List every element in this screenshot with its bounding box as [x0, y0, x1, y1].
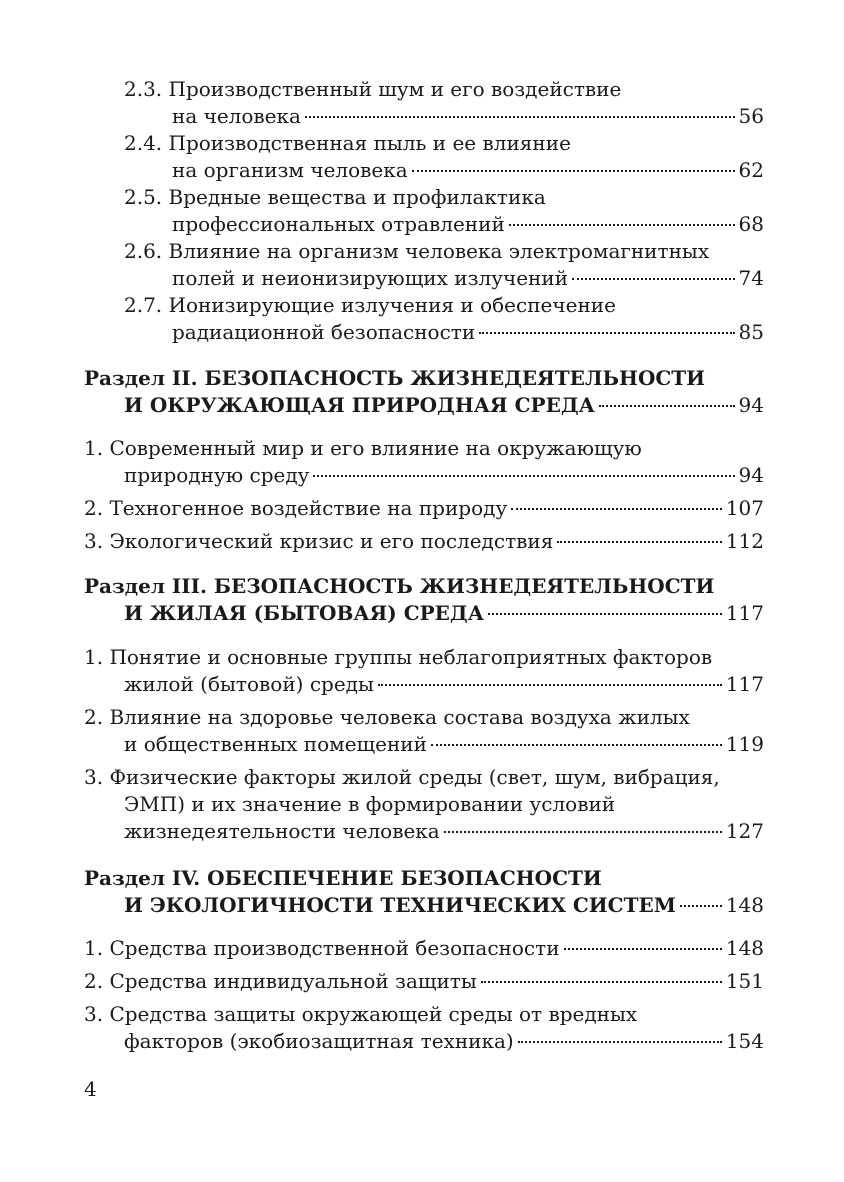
- dot-leader: [680, 905, 722, 907]
- section-3-entry-1-line1: [84, 644, 764, 670]
- toc-entry-text: 2. Средства индивидуальной защиты: [84, 969, 477, 993]
- toc-entry-text: факторов (экобиозащитная техника): [124, 1029, 514, 1053]
- toc-page-number: 117: [725, 601, 764, 625]
- toc-page-number: 94: [738, 463, 764, 487]
- section-heading: Раздел III. БЕЗОПАСНОСТЬ ЖИЗНЕДЕЯТЕЛЬНОСТИ: [84, 574, 715, 598]
- toc-page-number: 74: [738, 266, 764, 290]
- toc-entry-2-4-line2: [172, 157, 764, 183]
- section-2-entry-2: [84, 495, 764, 521]
- toc-entry-text: 3. Средства защиты окружающей среды от вредных: [84, 1002, 638, 1026]
- footer-page-number: 4: [84, 1077, 97, 1101]
- section-4-heading-line2: [124, 892, 764, 918]
- section-3-heading-line1: [84, 573, 764, 599]
- toc-entry-text: 2.5. Вредные вещества и профилактика: [124, 185, 546, 209]
- toc-page-number: 107: [725, 496, 764, 520]
- section-2-entry-1-line1: [84, 435, 764, 461]
- toc-page-number: 62: [738, 158, 764, 182]
- section-2-entry-3: [84, 528, 764, 554]
- section-4-entry-3-line2: [124, 1028, 764, 1054]
- toc-entry-text: на организм человека: [172, 158, 408, 182]
- toc-entry-2-5-line2: [172, 211, 764, 237]
- toc-entry-2-7-line1: [124, 292, 764, 318]
- dot-leader: [557, 541, 721, 543]
- dot-leader: [479, 332, 734, 334]
- toc-entry-text: 2. Техногенное воздействие на природу: [84, 496, 508, 520]
- toc-entry-2-3-line1: [124, 76, 764, 102]
- section-4-heading-line1: [84, 865, 764, 891]
- section-3-entry-3-line3: [124, 818, 764, 844]
- toc-page-number: 151: [725, 969, 764, 993]
- dot-leader: [431, 744, 722, 746]
- toc-entry-text: 2.7. Ионизирующие излучения и обеспечение: [124, 293, 616, 317]
- section-heading: И ЖИЛАЯ (БЫТОВАЯ) СРЕДА: [124, 601, 484, 625]
- toc-entry-2-4-line1: [124, 130, 764, 156]
- section-3-entry-3-line1: [84, 764, 764, 790]
- toc-entry-text: 3. Экологический кризис и его последствия: [84, 529, 554, 553]
- section-4-entry-3-line1: [84, 1001, 764, 1027]
- section-3-entry-2-line2: [124, 731, 764, 757]
- toc-entry-text: радиационной безопасности: [172, 320, 476, 344]
- toc-entry-text: 3. Физические факторы жилой среды (свет, шум, вибрация,: [84, 765, 720, 789]
- toc-page-number: 56: [738, 104, 764, 128]
- toc-page-number: 85: [738, 320, 764, 344]
- dot-leader: [572, 278, 735, 280]
- toc-entry-2-6-line1: [124, 238, 764, 264]
- dot-leader: [305, 116, 735, 118]
- toc-entry-text: природную среду: [124, 463, 310, 487]
- toc-entry-text: жизнедеятельности человека: [124, 819, 440, 843]
- toc-entry-text: и общественных помещений: [124, 732, 427, 756]
- section-2-heading-line1: [84, 365, 764, 391]
- section-4-entry-1: [84, 935, 764, 961]
- toc-entry-text: 1. Современный мир и его влияние на окружающую: [84, 436, 642, 460]
- toc-page-number: 94: [738, 393, 764, 417]
- toc-entry-2-7-line2: [172, 319, 764, 345]
- dot-leader: [564, 948, 722, 950]
- dot-leader: [444, 831, 722, 833]
- dot-leader: [511, 508, 722, 510]
- toc-entry-2-5-line1: [124, 184, 764, 210]
- toc-entry-text: профессиональных отравлений: [172, 212, 505, 236]
- toc-entry-text: 1. Понятие и основные группы неблагоприятных факторов: [84, 645, 713, 669]
- toc-page-number: 68: [738, 212, 764, 236]
- dot-leader: [599, 405, 735, 407]
- section-2-entry-1-line2: [124, 462, 764, 488]
- toc-entry-text: 2. Влияние на здоровье человека состава воздуха жилых: [84, 705, 690, 729]
- toc-page-number: 112: [725, 529, 764, 553]
- toc-entry-2-6-line2: [172, 265, 764, 291]
- section-3-entry-2-line1: [84, 704, 764, 730]
- section-3-entry-1-line2: [124, 671, 764, 697]
- toc-page-number: 127: [725, 819, 764, 843]
- toc-entry-text: ЭМП) и их значение в формировании условий: [124, 792, 616, 816]
- dot-leader: [481, 981, 722, 983]
- toc-page-number: 148: [725, 893, 764, 917]
- toc-entry-text: жилой (бытовой) среды: [124, 672, 374, 696]
- toc-entry-text: 1. Средства производственной безопасности: [84, 936, 560, 960]
- dot-leader: [509, 224, 735, 226]
- toc-page-number: 119: [725, 732, 764, 756]
- toc-entry-text: 2.4. Производственная пыль и ее влияние: [124, 131, 571, 155]
- toc-entry-text: на человека: [172, 104, 301, 128]
- toc-page-number: 117: [725, 672, 764, 696]
- dot-leader: [412, 170, 735, 172]
- toc-entry-2-3-line2: [172, 103, 764, 129]
- section-2-heading-line2: [124, 392, 764, 418]
- toc-page-number: 154: [725, 1029, 764, 1053]
- section-heading: Раздел IV. ОБЕСПЕЧЕНИЕ БЕЗОПАСНОСТИ: [84, 866, 602, 890]
- section-4-entry-2: [84, 968, 764, 994]
- toc-page-number: 148: [725, 936, 764, 960]
- dot-leader: [488, 613, 722, 615]
- dot-leader: [518, 1041, 722, 1043]
- section-heading: И ЭКОЛОГИЧНОСТИ ТЕХНИЧЕСКИХ СИСТЕМ: [124, 893, 676, 917]
- dot-leader: [378, 684, 722, 686]
- section-heading: Раздел II. БЕЗОПАСНОСТЬ ЖИЗНЕДЕЯТЕЛЬНОСТИ: [84, 366, 706, 390]
- toc-entry-text: полей и неионизирующих излучений: [172, 266, 569, 290]
- toc-entry-text: 2.6. Влияние на организм человека электромагнитных: [124, 239, 710, 263]
- dot-leader: [313, 475, 734, 477]
- section-3-entry-3-line2: [124, 791, 764, 817]
- section-3-heading-line2: [124, 600, 764, 626]
- section-heading: И ОКРУЖАЮЩАЯ ПРИРОДНАЯ СРЕДА: [124, 393, 595, 417]
- toc-entry-text: 2.3. Производственный шум и его воздействие: [124, 77, 622, 101]
